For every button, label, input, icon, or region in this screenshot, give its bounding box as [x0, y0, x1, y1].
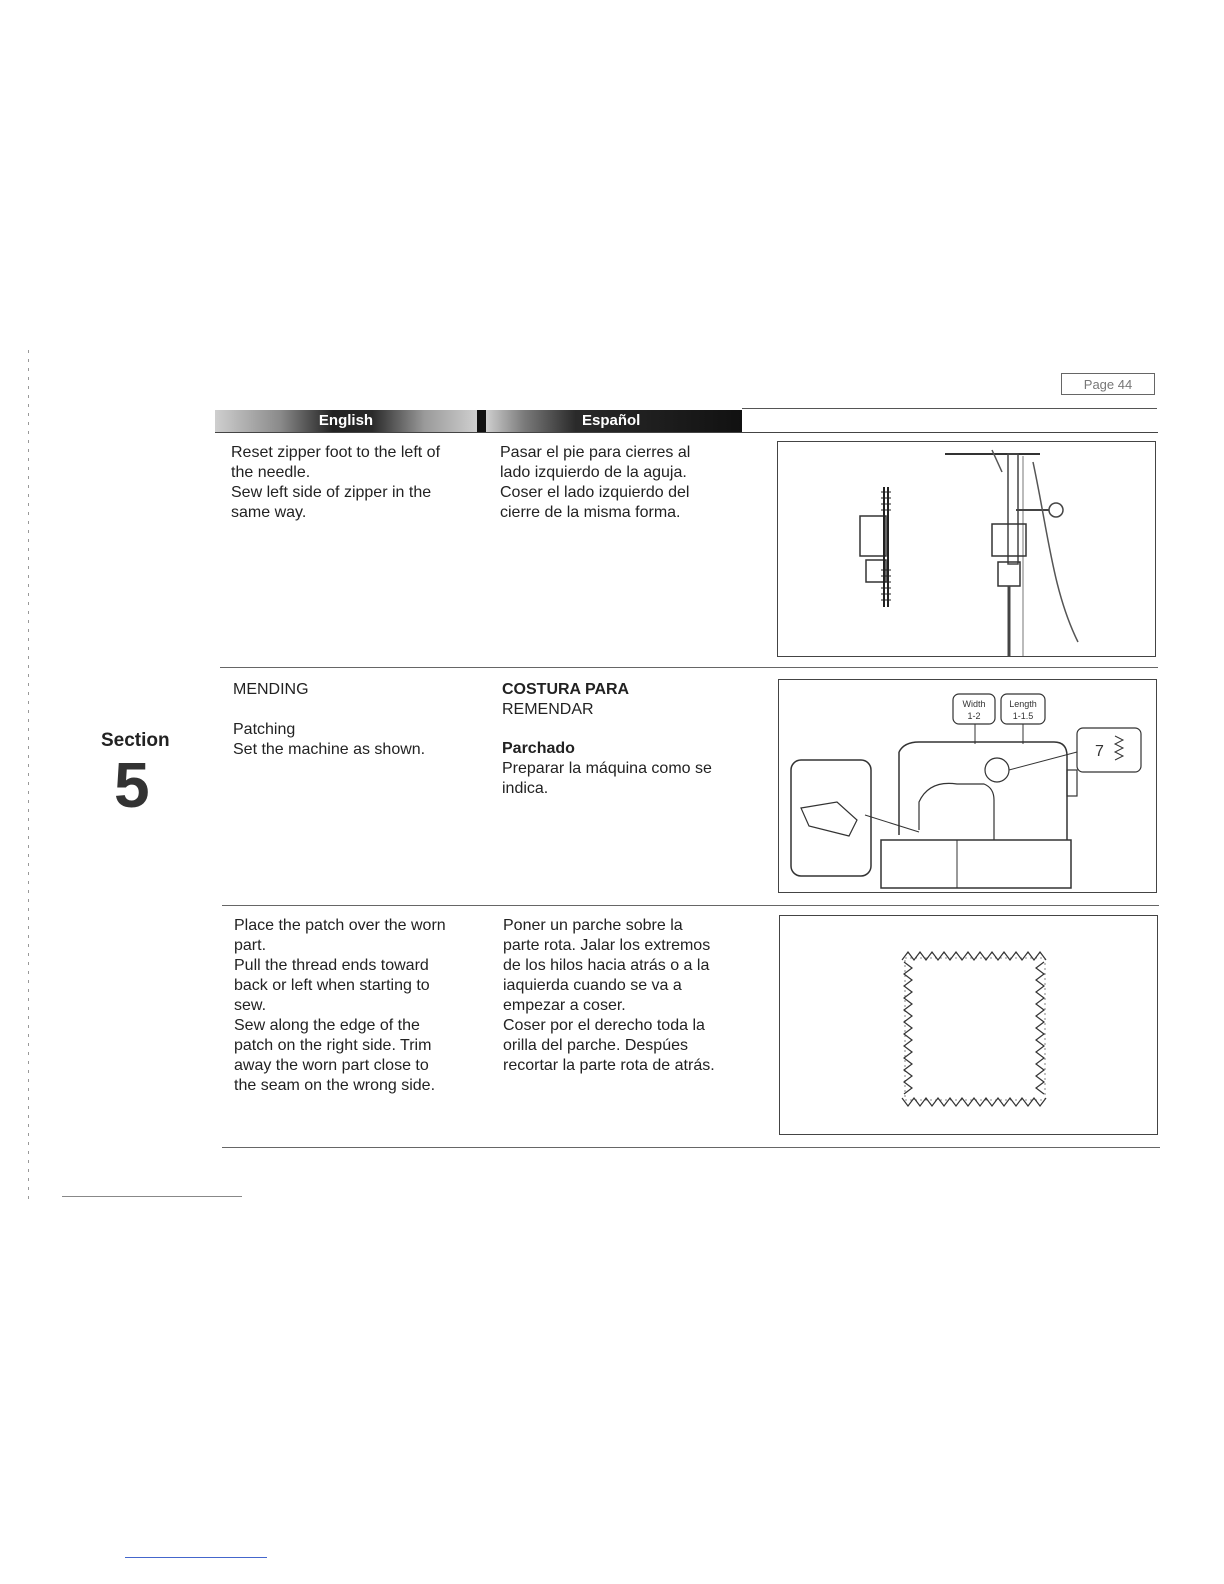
length-value: 1-1.5 — [1012, 711, 1034, 721]
row2-spanish-text — [502, 759, 712, 799]
machine-settings-figure — [778, 679, 1157, 893]
text-line: Poner un parche sobre la — [503, 917, 683, 934]
row3-english-text — [234, 916, 472, 1096]
width-label: Width — [962, 699, 986, 709]
length-label: Length — [1009, 699, 1037, 709]
text-line: Place the patch over the worn — [234, 917, 446, 934]
text-line: empezar a coser. — [503, 997, 626, 1014]
scan-edge-artifact — [28, 350, 29, 1200]
sewing-machine-illustration — [779, 680, 1156, 892]
section-number: 5 — [114, 749, 150, 821]
costura-heading-1: COSTURA PARA — [502, 681, 630, 698]
tab-separator — [477, 410, 486, 432]
zipper-foot-illustration — [778, 442, 1155, 656]
mending-heading: MENDING — [233, 681, 309, 698]
text-line: Sew left side of zipper in the — [231, 484, 432, 501]
patch-figure — [779, 915, 1158, 1135]
text-line: the seam on the wrong side. — [234, 1077, 436, 1094]
text-line: part. — [234, 937, 267, 954]
text-line: Coser el lado izquierdo del — [500, 484, 690, 501]
text-line: Pasar el pie para cierres al — [500, 444, 691, 461]
tab-spanish: Español — [486, 410, 742, 432]
text-line: Sew along the edge of the — [234, 1017, 420, 1034]
text-line: Coser por el derecho toda la — [503, 1017, 705, 1034]
text-line: back or left when starting to — [234, 977, 430, 994]
width-value: 1-2 — [967, 711, 981, 721]
text-line: cierre de la misma forma. — [500, 504, 681, 521]
row3-spanish-text — [503, 916, 740, 1076]
text-line: away the worn part close to — [234, 1057, 429, 1074]
tab-english: English — [215, 410, 477, 432]
text-line: parte rota. Jalar los extremos — [503, 937, 711, 954]
text-line: patch on the right side. Trim — [234, 1037, 432, 1054]
text-line: iaquierda cuando se va a — [503, 977, 682, 994]
text-line: Pull the thread ends toward — [234, 957, 429, 974]
row2-english-text: Set the machine as shown. — [233, 741, 426, 758]
patching-subheading: Patching — [233, 721, 296, 738]
text-line: sew. — [234, 997, 267, 1014]
text-line: the needle. — [231, 464, 311, 481]
text-line: lado izquierdo de la aguja. — [500, 464, 687, 481]
parchado-subheading: Parchado — [502, 740, 575, 757]
row-divider — [222, 1147, 1160, 1148]
text-line: orilla del parche. Despúes — [503, 1037, 688, 1054]
header-underline — [215, 432, 1158, 433]
text-line: indica. — [502, 780, 549, 797]
text-line: same way. — [231, 504, 307, 521]
zipper-foot-figure — [777, 441, 1156, 657]
scan-edge-artifact — [125, 1557, 267, 1558]
row-divider — [222, 905, 1159, 906]
header-rule — [742, 408, 1157, 409]
zigzag-patch-illustration — [780, 916, 1157, 1134]
stitch-number: 7 — [1095, 743, 1104, 760]
row1-spanish-text — [500, 443, 739, 523]
text-line: Reset zipper foot to the left of — [231, 444, 441, 461]
scan-edge-artifact — [62, 1196, 242, 1197]
costura-heading-2: REMENDAR — [502, 701, 594, 718]
text-line: Preparar la máquina como se — [502, 760, 712, 777]
text-line: recortar la parte rota de atrás. — [503, 1057, 715, 1074]
row-divider — [220, 667, 1158, 668]
row1-english-text — [231, 443, 473, 523]
page-number: Page 44 — [1061, 373, 1155, 395]
text-line: de los hilos hacia atrás o a la — [503, 957, 710, 974]
section-label: Section — [101, 730, 170, 751]
